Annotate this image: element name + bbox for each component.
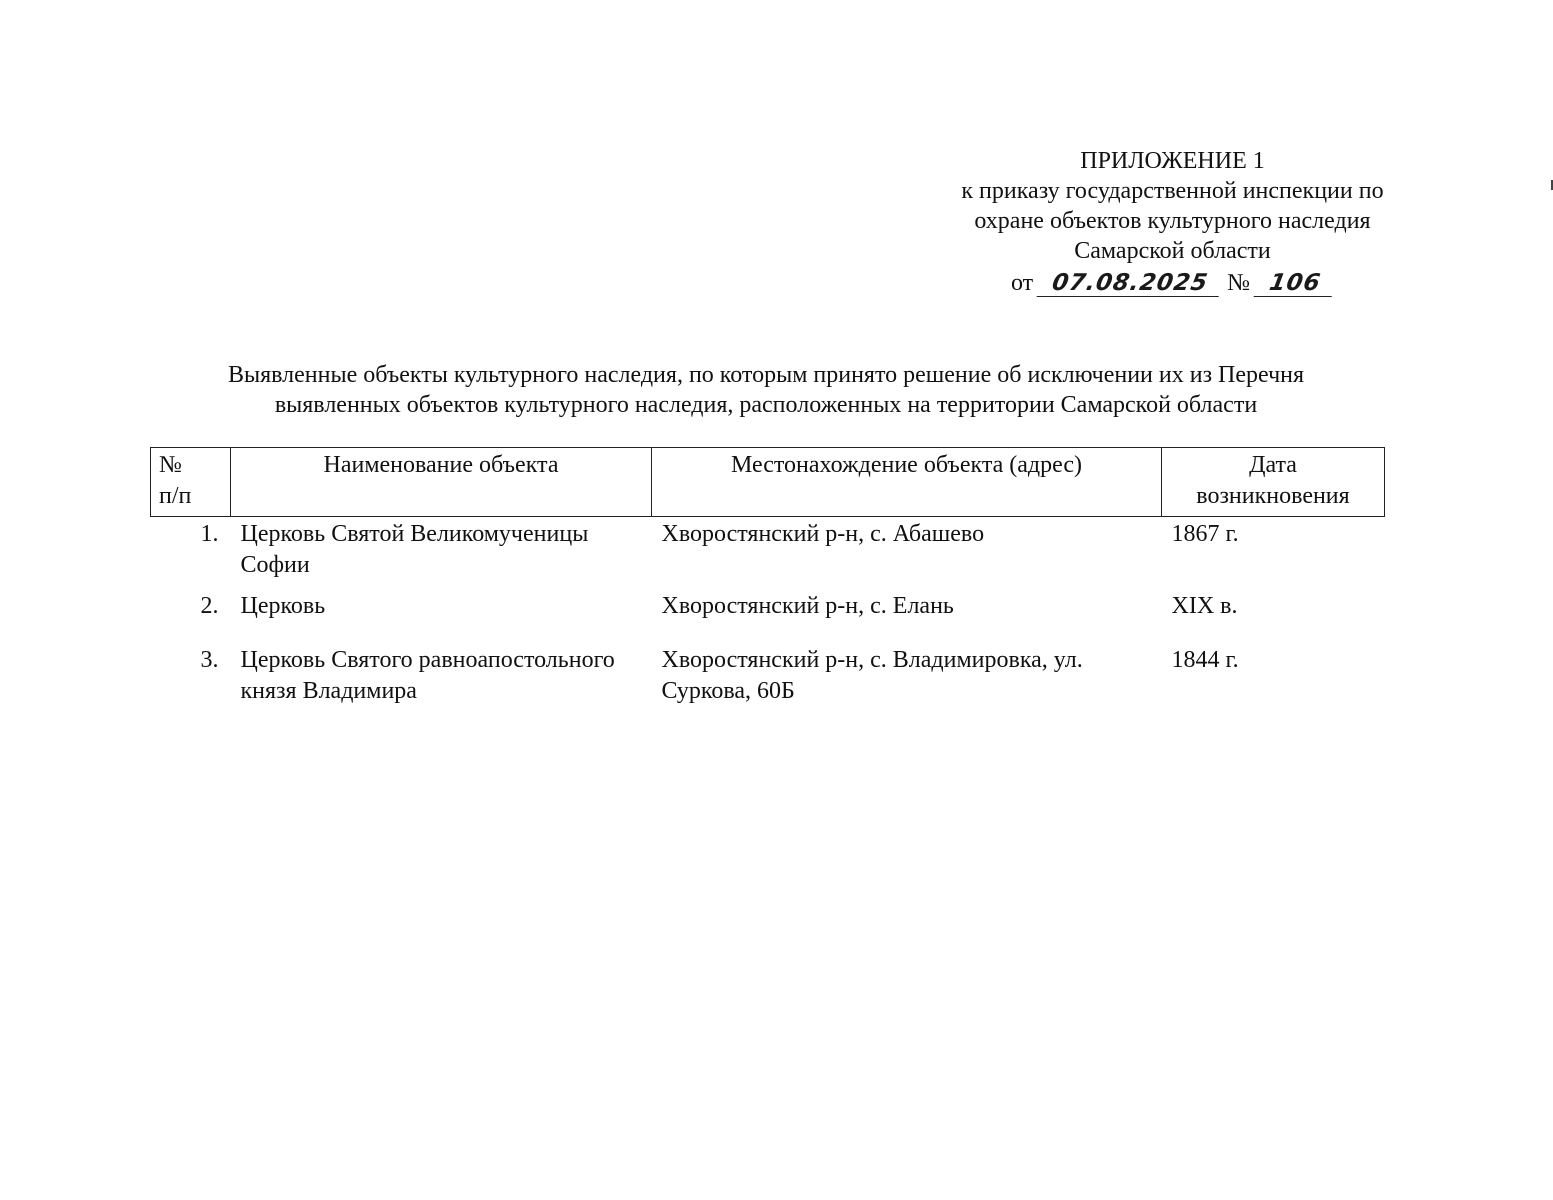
heading-line-2: выявленных объектов культурного наследия, расположенных на территории Самарской области [274, 392, 1258, 418]
table-row [151, 581, 1385, 641]
header-date-line-1: Дата [1249, 452, 1297, 478]
appendix-line-2: охране объектов культурного наследия [974, 208, 1371, 234]
row-object-name: Церковь Святой Великомученицы Софии [240, 521, 589, 578]
document-heading [120, 360, 1412, 420]
date-prefix: от [1010, 270, 1034, 296]
header-address: Местонахождение объекта (адрес) [652, 448, 1162, 517]
appendix-header [900, 146, 1445, 298]
heritage-objects-table [150, 447, 1385, 707]
appendix-line-3: Самарской области [1074, 238, 1271, 264]
appendix-title: ПРИЛОЖЕНИЕ 1 [1080, 148, 1265, 174]
row-address: Хворостянский р-н, с. Абашево [661, 521, 985, 547]
number-prefix: № [1227, 270, 1251, 296]
row-object-name: Церковь [240, 593, 326, 619]
table-header-row [151, 448, 1385, 517]
appendix-line-1: к приказу государственной инспекции по [961, 178, 1384, 204]
row-address: Хворостянский р-н, с. Елань [661, 593, 954, 619]
heading-line-1: Выявленные объекты культурного наследия, по которым принято решение об исключении их из Перечня [227, 362, 1305, 388]
order-number-handwritten: 106 [1254, 270, 1337, 297]
header-number-line-1: № [159, 452, 182, 478]
row-number: 3. [200, 647, 219, 673]
row-date: 1844 г. [1171, 647, 1239, 673]
header-number-line-2: п/п [159, 483, 192, 509]
row-object-name: Церковь Святого равноапостольного князя Владимира [240, 647, 615, 704]
header-date-line-2: возникновения [1196, 483, 1350, 509]
table-row [151, 641, 1385, 707]
header-name: Наименование объекта [231, 448, 652, 517]
row-number: 1. [200, 521, 219, 547]
header-number [151, 448, 231, 517]
order-date-number-line [900, 268, 1445, 298]
table-row [151, 517, 1385, 582]
header-date [1162, 448, 1385, 517]
row-address: Хворостянский р-н, с. Владимировка, ул. Суркова, 60Б [661, 647, 1083, 704]
row-date: 1867 г. [1171, 521, 1239, 547]
order-date-handwritten: 07.08.2025 [1037, 270, 1224, 297]
row-date: XIX в. [1171, 593, 1238, 619]
row-number: 2. [200, 593, 219, 619]
